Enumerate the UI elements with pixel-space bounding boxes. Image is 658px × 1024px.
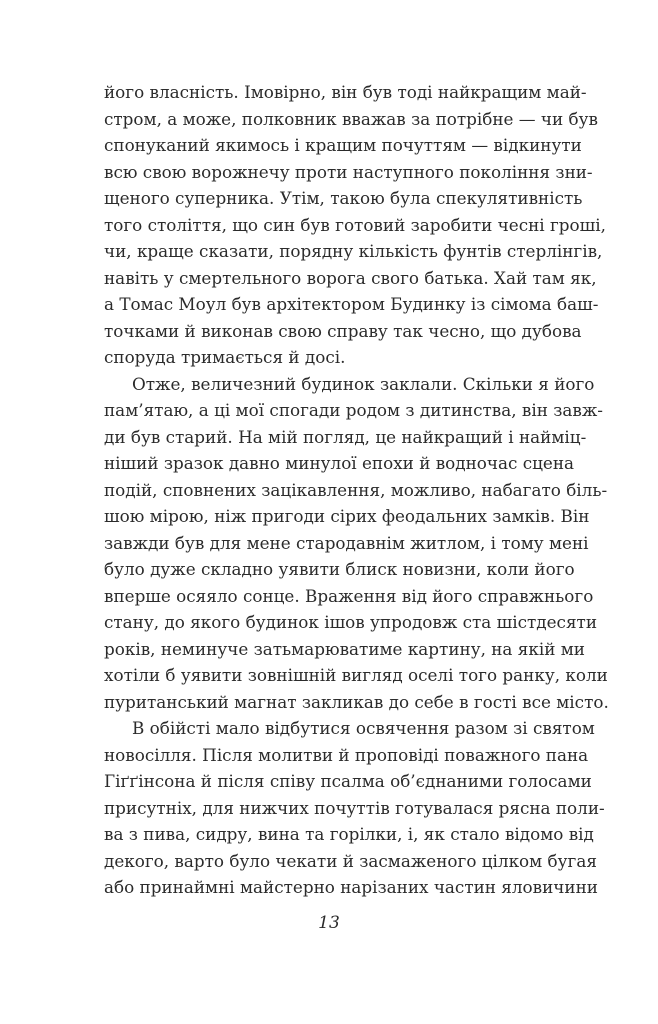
paragraph-first-line: В обійсті мало відбутися освячення разом зі святом	[132, 718, 595, 738]
text-line: завжди був для мене стародавнім житлом, і тому мені	[104, 532, 589, 553]
paragraph-first-line: Отже, величезний будинок заклали. Скільки я його	[132, 373, 595, 394]
text-line: вперше осяяло сонце. Враження від його справжнього	[104, 585, 594, 606]
text-line: ва з пива, сидру, вина та горілки, і, як стало відомо від	[104, 824, 594, 844]
text-line: його власність. Імовірно, він був тоді найкращим май-	[104, 82, 587, 102]
text-line: років, неминуче затьмарюватиме картину, на якій ми	[104, 638, 585, 659]
text-line: всю свою ворожнечу проти наступного покоління зни-	[104, 161, 593, 182]
text-line: чи, краще сказати, порядну кількість фунтів стерлінгів,	[104, 241, 603, 261]
text-line: новосілля. Після молитви й проповіді поважного пана	[104, 744, 589, 765]
text-line: того століття, що син був готовий заробити чесні гроші,	[104, 214, 606, 235]
text-line: споруда тримається й досі.	[104, 347, 346, 367]
text-line: хотіли б уявити зовнішній вигляд оселі того ранку, коли	[104, 665, 608, 685]
text-line: присутніх, для нижчих почуттів готувалася рясна поли-	[104, 797, 605, 818]
text-line: навіть у смертельного ворога свого батька. Хай там як,	[104, 267, 597, 288]
text-line: пуританський магнат закликав до себе в гості все місто.	[104, 691, 609, 712]
page-number: 13	[318, 913, 340, 933]
text-line: шою мірою, ніж пригоди сірих феодальних замків. Він	[104, 506, 590, 526]
text-line: ніший зразок давно минулої епохи й водночас сцена	[104, 453, 575, 473]
text-line: ди був старий. На мій погляд, це найкращий і найміц-	[104, 426, 587, 447]
text-line: подій, сповнених зацікавлення, можливо, набагато біль-	[104, 479, 608, 500]
text-line: а Томас Моул був архітектором Будинку із сімома баш-	[104, 294, 599, 314]
text-line: або принаймні майстерно нарізаних частин яловичини	[104, 877, 598, 897]
text-line: Гіґґінсона й після співу псалма об’єднаними голосами	[104, 771, 592, 791]
text-line: щеного суперника. Утім, такою була спекулятивність	[104, 188, 583, 208]
text-line: пам’ятаю, а ці мої спогади родом з дитинства, він завж-	[104, 400, 603, 420]
text-line: точками й виконав свою справу так чесно, що дубова	[104, 320, 582, 341]
body-text	[104, 79, 609, 901]
text-line: спонуканий якимось і кращим почуттям — відкинути	[104, 135, 582, 155]
text-line: декого, варто було чекати й засмаженого цілком бугая	[104, 850, 597, 871]
text-line: було дуже складно уявити блиск новизни, коли його	[104, 559, 575, 579]
text-line: стром, а може, полковник вважав за потрібне — чи був	[104, 108, 598, 129]
text-line: стану, до якого будинок ішов упродовж ста шістдесяти	[104, 612, 597, 632]
